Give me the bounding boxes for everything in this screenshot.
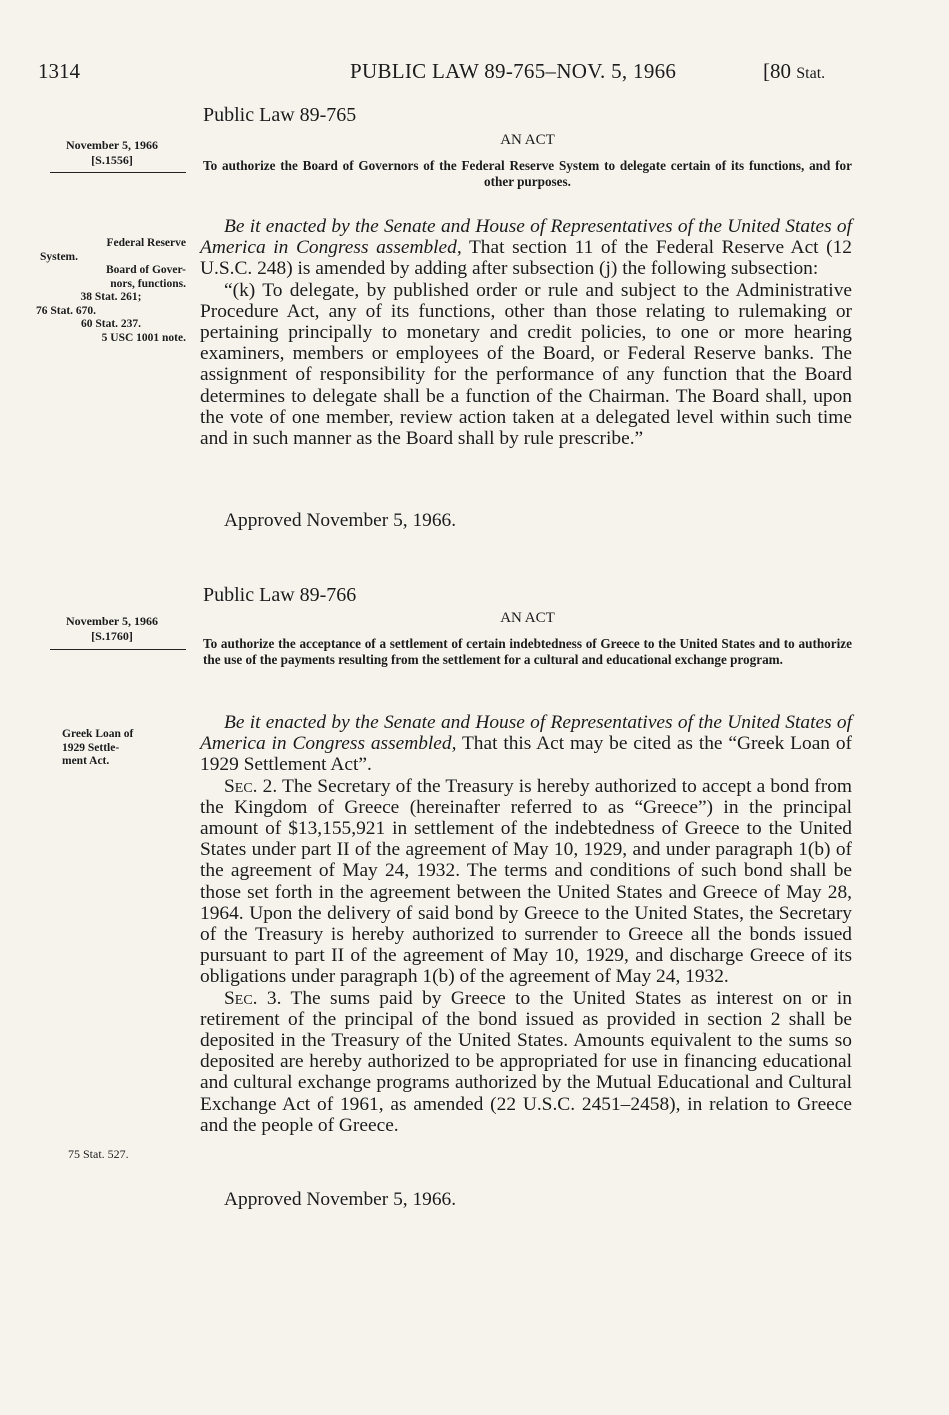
date-note-89-766 (38, 614, 186, 644)
section-2 (200, 776, 852, 988)
margin-note: ment Act. (62, 755, 110, 767)
section-2-label: Sec. 2. (224, 775, 278, 797)
margin-note: 60 Stat. 237. (80, 318, 142, 330)
law-body-89-766 (200, 712, 852, 1136)
margin-note: System. (40, 250, 79, 263)
margin-note: Board of Gover- (105, 264, 186, 276)
margin-note: 38 Stat. 261; (80, 291, 142, 303)
enactment-date: November 5, 1966 (65, 614, 159, 628)
margin-note: 1929 Settle- (62, 741, 120, 754)
date-note-89-765 (38, 138, 186, 168)
date-divider (50, 172, 186, 173)
margin-note: 5 USC 1001 note. (101, 331, 186, 344)
margin-note: nors, functions. (110, 277, 186, 290)
enacting-formula: Be it enacted by the Senate and House of Representatives of the United States of America in Congress assembled, (200, 216, 852, 259)
running-title: PUBLIC LAW 89-765–NOV. 5, 1966 (350, 59, 677, 83)
bill-number: [S.1556] (91, 153, 133, 167)
enacting-formula: Be it enacted by the Senate and House of Representatives of the United States of America in Congress assembled, (200, 712, 852, 755)
approved-89-766: Approved November 5, 1966. (224, 1189, 457, 1210)
volume-reference (763, 59, 825, 84)
margin-note: 76 Stat. 670. (36, 304, 97, 317)
section-2-text: The Secretary of the Treasury is hereby authorized to accept a bond from the Kingdom of Greece (hereinafter referred to as “Greece”) in the principal amount of $13,155,921 in settlement of the indebtedness of Greece to the United States under part II of the agreement of May 10, 1929, and under paragraph 1(b) of the agreement of May 24, 1932. The terms and conditions of such bond shall be those set forth in the agreement between the United States and Greece of May 28, 1964. Upon the delivery of said bond by Greece to the United States, the Secretary of the Treasury is hereby authorized to surrender to Greece all the bonds issued pursuant to part II of the agreement of May 10, 1929, and discharge Greece of its obligations under paragraph 1(b) of the agreement of May 24, 1932. (200, 775, 852, 988)
margin-note: Greek Loan of (62, 728, 134, 740)
page-number: 1314 (38, 59, 80, 83)
subsection-k: “(k) To delegate, by published order or rule and subject to the Administrative Procedure Act, any of its functions, other than those relating to rulemaking or pertaining principally to monetary and credit policies, to one or more hearing examiners, members or employees of the Board, or Federal Reserve banks. The assignment of responsibility for the performance of any function that the Board determines to delegate shall be a function of the Chairman. The Board shall, upon the vote of one member, review action taken at a delegated level within such time and in such manner as the Board shall by rule prescribe.” (200, 279, 852, 450)
law-body-89-765 (200, 216, 852, 449)
date-divider (50, 649, 186, 650)
purpose-89-766: To authorize the acceptance of a settlement of certain indebtedness of Greece to the United States and to authorize the use of the payments resulting from the settlement for a cultural and educational exchange program. (203, 636, 852, 667)
an-act-heading-89-766: AN ACT (500, 610, 555, 626)
volume-prefix: [80 (763, 59, 791, 83)
approved-89-765: Approved November 5, 1966. (224, 510, 457, 531)
margin-note: Federal Reserve (106, 237, 186, 249)
enacting-text: That this Act may be cited as the “Greek Loan of 1929 Settlement Act”. (200, 733, 852, 776)
section-3 (200, 988, 852, 1136)
an-act-heading-89-765: AN ACT (500, 132, 555, 148)
enacting-clause (200, 216, 852, 280)
law-title-89-765: Public Law 89-765 (203, 104, 357, 126)
law-title-89-766: Public Law 89-766 (203, 584, 357, 606)
statute-reference-75-stat-527: 75 Stat. 527. (68, 1147, 129, 1161)
margin-notes-89-766 (62, 728, 212, 769)
section-3-text: The sums paid by Greece to the United States as interest on or in retirement of the principal of the bond issued as provided in section 2 shall be deposited in the Treasury of the United States. Amounts equivalent to the sums so deposited are hereby authorized to be appropriated for use in financing educational and cultural exchange programs authorized by the Mutual Educational and Cultural Exchange Act of 1961, as amended (22 U.S.C. 2451–2458), in relation to Greece and the people of Greece. (200, 987, 852, 1136)
margin-notes-89-765 (36, 237, 186, 345)
volume-label: Stat. (796, 65, 826, 82)
bill-number: [S.1760] (91, 629, 133, 643)
enacting-clause (200, 712, 852, 776)
purpose-89-765: To authorize the Board of Governors of the Federal Reserve System to delegate certain of its functions, and for other purposes. (203, 158, 852, 189)
enactment-date: November 5, 1966 (65, 138, 159, 152)
enacting-text: That section 11 of the Federal Reserve Act (12 U.S.C. 248) is amended by adding after subsection (j) the following subsection: (200, 237, 852, 280)
section-3-label: Sec. 3. (224, 987, 282, 1009)
